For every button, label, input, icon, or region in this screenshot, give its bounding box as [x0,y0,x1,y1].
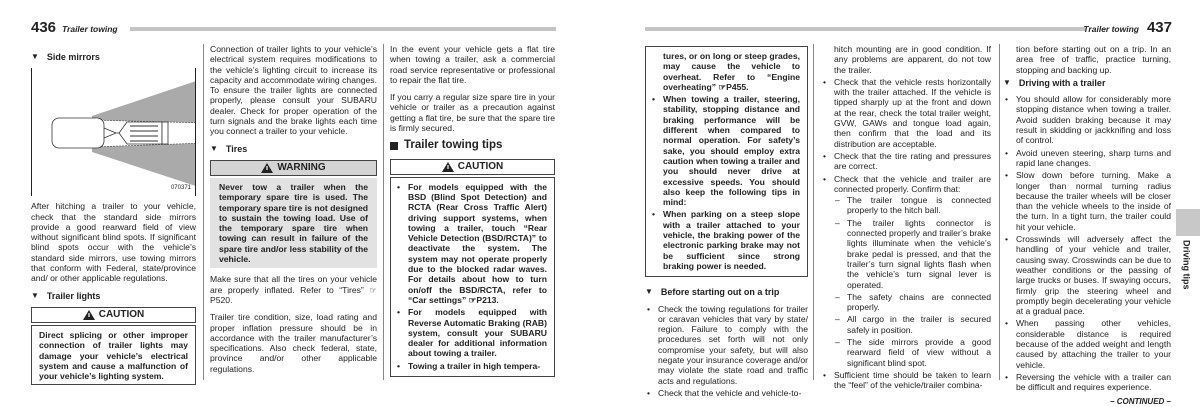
caution-bullet: • When parking on a steep slope with a trailer attached to your vehicle, the braking power of the electronic parking brake may not be sufficient since strong braking power is needed. [650,209,800,271]
check-bullet-text: Check that the vehicle and trailer are connected properly. Confirm that: [834,173,991,194]
column-divider [203,44,204,380]
header-rule-right [645,27,1085,31]
mirror-field-of-view-illustration [32,68,195,196]
column-2 [210,44,377,381]
caution-bullet: • Towing a trailer in high tempera- [395,361,547,371]
trip-bullet: • Check the towing regulations for trailer or caravan vehicles that vary by state/ region. Failure to comply with the procedures set forth will not only compromise your safety, but will also negate your insurance coverage and/or may violate the state road and traffic acts and regulations. [645,304,808,386]
trailer-tire-paragraph: Trailer tire condition, size, load rating and proper inflation pressure should be in accordance with the trailer manufacturer’s specifications. Also check federal, state, province and/or other applicable regulations. [210,312,377,374]
driving-bullet: • Slow down before turning. Make a longer than normal turning radius because the trailer wheels will be closer than the vehicle wheels to the inside of the turn. In a tight turn, the trailer could hit your vehicle. [1003,170,1171,232]
check-bullet: • Sufficient time should be taken to learn the “feel” of the vehicle/trailer combina- [821,370,991,391]
spare-tire-paragraph: If you carry a regular size spare tire in your vehicle or trailer as a precaution against getting a flat tire, be sure that the spare tire is firmly secured. [390,92,555,134]
continued-label: – CONTINUED – [1110,396,1171,406]
check-bullet [821,174,991,368]
caution-box-continued [645,46,808,277]
thumb-tab [1176,209,1200,236]
driving-bullet: • When passing other vehicles, considerable distance is required because of the added weight and length caused by attaching the trailer to your vehicle. [1003,318,1171,369]
triangle-marker-icon: ▼ [31,52,39,61]
warning-triangle-icon [83,310,95,320]
triangle-marker-icon: ▼ [210,143,218,153]
check-bullet: • Check that the tire rating and pressures are correct. [821,151,991,172]
subheading-text: Before starting out on a trip [660,287,780,298]
subheading-side-mirrors [31,52,196,62]
continued-text: tion before starting out on a trip. In an area free of traffic, practice turning, stopping and backing up. [1016,44,1171,75]
warning-triangle-icon [261,163,273,173]
caution-text: Direct splicing or other improper connection of trailer lights may damage your vehicle’s electrical system and cause a malfunction of your vehicle’s lighting system. [31,325,196,385]
column-5 [821,44,991,393]
caution-box [390,177,555,377]
check-bullet: • Check that the vehicle rests horizontally with the trailer attached. If the vehicle is tipped sharply up at the front and down at the rear, check the total trailer weight, GVW, GAWs and tongue load again, then confirm that the load and its distribution are acceptable. [821,77,991,149]
sub-item: – The trailer tongue is connected properly to the hitch ball. [834,195,991,216]
flat-tire-paragraph: In the event your vehicle gets a flat tire when towing a trailer, ask a commercial road service representative or professional to repair the flat tire. [390,44,555,85]
warning-label: WARNING [277,162,326,174]
caution-title [31,307,196,323]
side-mirrors-paragraph: After hitching a trailer to your vehicle, check that the standard side mirrors provide a good rearward field of view without significant blind spots. If significant blind spots occur with the vehicle’s standard side mirrors, use towing mirrors that conform with Federal, state/province and/ or other applicable regulations. [31,201,196,284]
sub-item: – All cargo in the trailer is secured safely in position. [834,314,991,335]
warning-triangle-icon [442,162,454,172]
page-number-left: 436 [31,19,57,36]
caution-bullet: • For models equipped with the BSD (Blind Spot Detection) and RCTA (Rear Cross Traffic Alert) driving support systems, when towing a trailer, touch “Rear Vehicle Detection (BSD/RCTA)” to deactivate the system. The system may not operate properly due to the blocked radar waves. For details about how to turn on/off the BSD/RCTA, refer to “Car settings” ☞P213. [395,182,547,306]
column-divider [813,44,814,380]
section-heading-trailer-towing-tips [390,140,555,150]
section-heading-text: Trailer towing tips [404,139,503,152]
square-marker-icon [390,142,398,150]
driving-bullet: • Reversing the vehicle with a trailer can be difficult and requires experience. [1003,372,1171,393]
caution-bullet: • When towing a trailer, steering, stability, stopping distance and braking performance will be different when compared to normal operation. For safety’s sake, you should employ extra caution when towing a trailer and you should never drive at excessive speeds. You should also keep the following tips in mind: [650,94,800,207]
subheading-text: Trailer lights [46,290,101,301]
triangle-marker-icon: ▼ [31,290,39,300]
warning-text: Never tow a trailer when the temporary spare tire is used. The temporary spare tire is not designed to sustain the towing load. Use of the temporary spare tire when towing can result in failure of the spare tire and/or less stability of the vehicle. [210,178,377,268]
caution-label: CAUTION [457,161,504,173]
column-divider [999,44,1000,380]
driving-bullet: • Crosswinds will adversely affect the handling of your vehicle and trailer, causing sway. Crosswinds can be due to weather conditions or the passing of large trucks or buses. If swaying occurs, firmly grip the steering wheel and promptly begin decelerating your vehicle at a gradual pace. [1003,234,1171,316]
figure-code: 070371 [170,185,191,192]
header-rule-left [130,27,556,31]
tire-inflation-paragraph: Make sure that all the tires on your vehicle are properly inflated. Refer to “Tires” ☞P520. [210,274,377,305]
caution-continued-text: tures, or on long or steep grades, may cause the vehicle to overheat. Refer to “Engine overheating” ☞P455. [663,51,800,92]
subheading-driving-with-trailer [1003,78,1171,88]
triangle-marker-icon: ▼ [645,287,653,297]
continued-text: hitch mounting are in good condition. If any problems are apparent, do not tow the trailer. [834,44,991,75]
header-right [1083,20,1172,36]
driving-bullet: • You should allow for considerably more stopping distance when towing a trailer. Avoid sudden braking because it may result in skidding or jackknifing and loss of control. [1003,94,1171,145]
subheading-trailer-lights [31,291,196,301]
trailer-lights-paragraph: Connection of trailer lights to your vehicle’s electrical system requires modifications to the vehicle’s lighting circuit to increase its capacity and accommodate wiring changes. To ensure the trailer lights are connected properly, please consult your SUBARU dealer. Check for proper operation of the turn signals and the brake lights each time you connect a trailer to your vehicle. [210,44,377,137]
confirm-sublist [834,195,991,368]
caution-label: CAUTION [98,309,145,321]
subheading-text: Tires [225,143,248,154]
sub-item: – The safety chains are connected properly. [834,292,991,313]
driving-bullet: • Avoid uneven steering, sharp turns and rapid lane changes. [1003,148,1171,169]
triangle-marker-icon: ▼ [1003,77,1011,87]
page-number-right: 437 [1146,19,1172,36]
warning-title [210,160,377,176]
subheading-text: Side mirrors [46,52,100,62]
subheading-tires [210,144,377,154]
caution-title [390,159,555,175]
sub-item: – The trailer lights connector is connected properly and trailer’s brake lights illuminate when the vehicle’s brake pedal is pressed, and that the trailer’s turn signal lights flash when the vehicle’s turn signal lever is operated. [834,218,991,290]
column-6 [1003,44,1171,407]
side-tab-label: Driving tips [1181,240,1192,290]
subheading-before-starting [645,287,808,297]
column-1 [31,49,196,385]
side-mirror-figure [31,68,196,196]
subheading-text: Driving with a trailer [1018,77,1106,88]
trip-bullet: • Check that the vehicle and vehicle-to- [645,388,808,398]
column-4 [645,46,808,400]
column-divider [383,44,384,380]
section-title-right: Trailer towing [1083,23,1139,34]
sub-item: – The side mirrors provide a good rearward field of view without a significant blind spot. [834,337,991,368]
caution-bullet: • For models equipped with Reverse Automatic Braking (RAB) system, consult your SUBARU dealer for additional information about towing a trailer. [395,307,547,358]
section-title-left: Trailer towing [62,24,118,34]
column-3 [390,44,555,377]
